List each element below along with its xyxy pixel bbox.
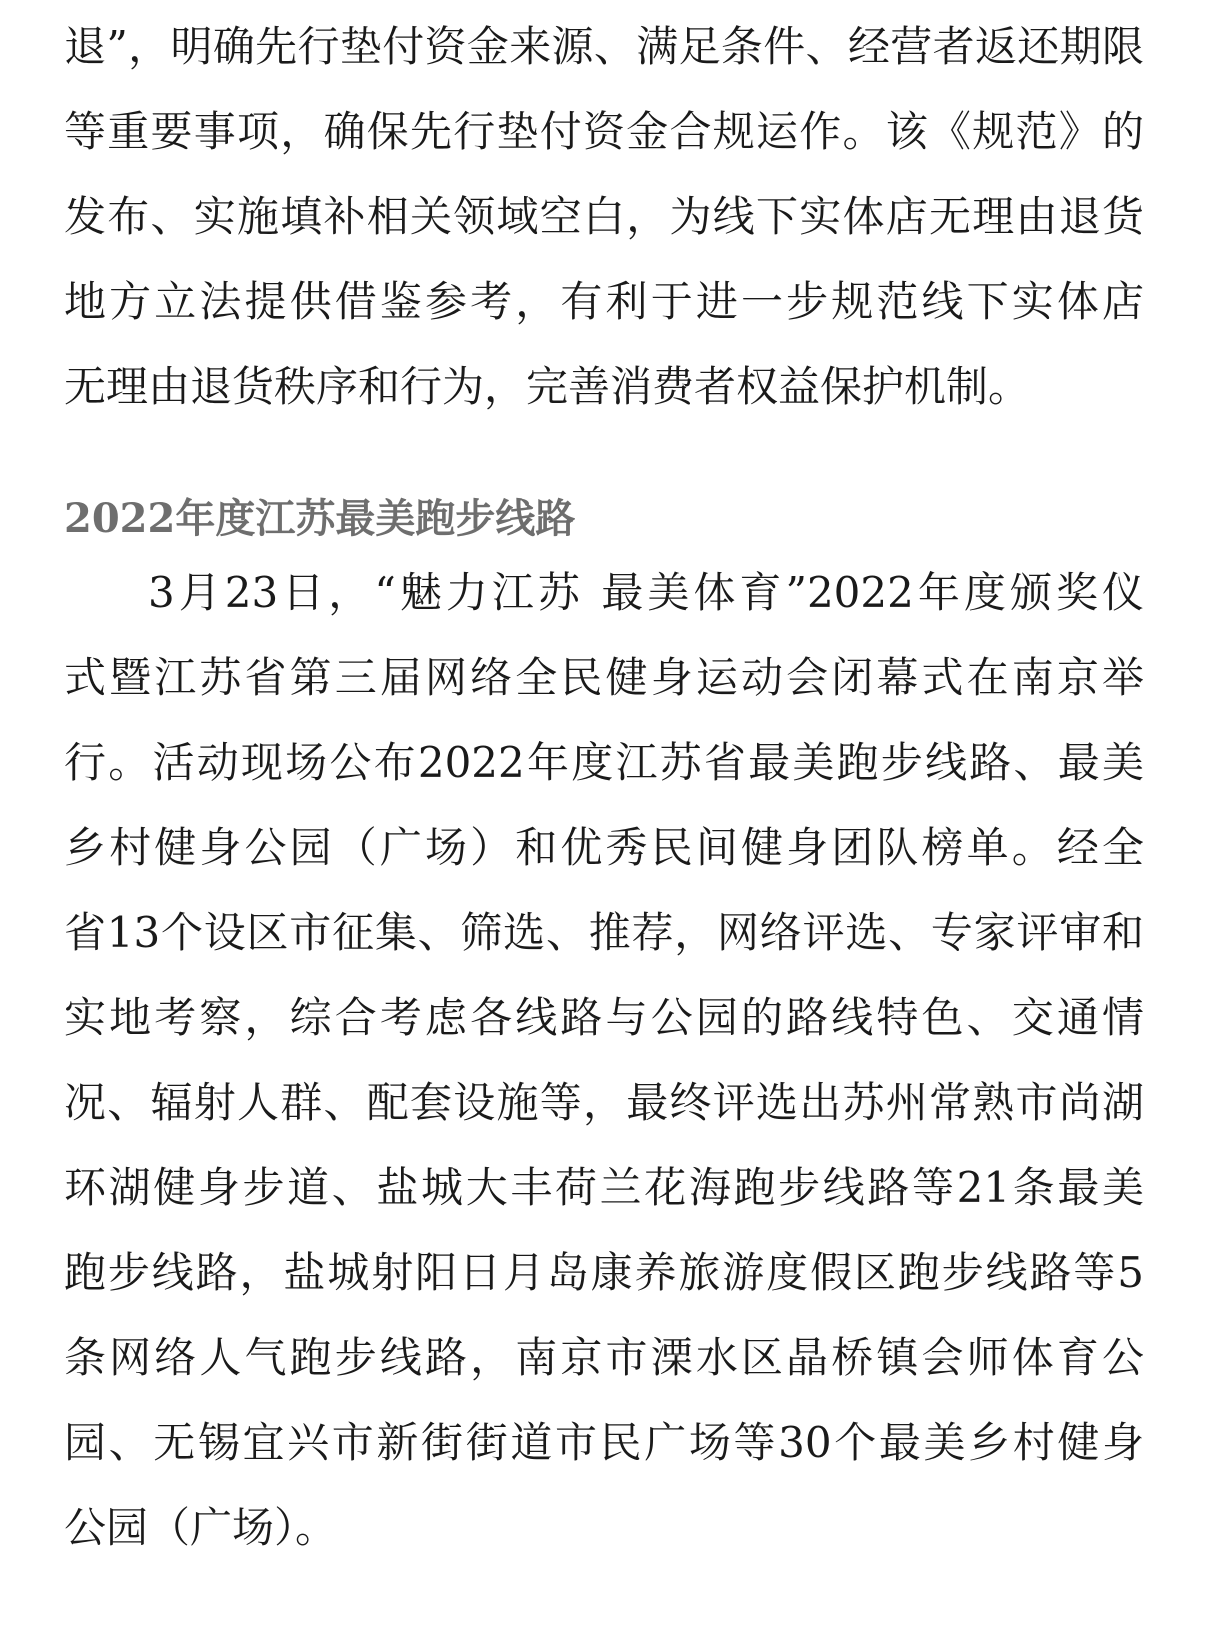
- paragraph-line: 跑步线路，盐城射阳日月岛康养旅游度假区跑步线路等5: [64, 1248, 1144, 1297]
- paragraph-line: 地方立法提供借鉴参考，有利于进一步规范线下实体店: [64, 277, 1144, 326]
- paragraph-line: 等重要事项，确保先行垫付资金合规运作。该《规范》的: [64, 107, 1144, 156]
- paragraph-line: 省13个设区市征集、筛选、推荐，网络评选、专家评审和: [64, 908, 1144, 957]
- paragraph-line: 园、无锡宜兴市新街街道市民广场等30个最美乡村健身: [64, 1418, 1144, 1467]
- paragraph-line: 式暨江苏省第三届网络全民健身运动会闭幕式在南京举: [64, 653, 1144, 702]
- paragraph-line: 3月23日，“魅力江苏 最美体育”2022年度颁奖仪: [148, 568, 1144, 617]
- paragraph-line: 实地考察，综合考虑各线路与公园的路线特色、交通情: [64, 993, 1144, 1042]
- paragraph-line: 公园（广场）。: [64, 1503, 338, 1552]
- paragraph-line: 无理由退货秩序和行为，完善消费者权益保护机制。: [64, 362, 1031, 411]
- paragraph-line: 行。活动现场公布2022年度江苏省最美跑步线路、最美: [64, 738, 1144, 787]
- paragraph-line: 发布、实施填补相关领域空白，为线下实体店无理由退货: [64, 192, 1144, 241]
- paragraph-line: 环湖健身步道、盐城大丰荷兰花海跑步线路等21条最美: [64, 1163, 1144, 1212]
- paragraph-line: 乡村健身公园（广场）和优秀民间健身团队榜单。经全: [64, 823, 1144, 872]
- section-heading: 2022年度江苏最美跑步线路: [64, 495, 576, 542]
- paragraph-line: 退”，明确先行垫付资金来源、满足条件、经营者返还期限: [64, 22, 1144, 71]
- paragraph-line: 况、辐射人群、配套设施等，最终评选出苏州常熟市尚湖: [64, 1078, 1144, 1127]
- paragraph-line: 条网络人气跑步线路，南京市溧水区晶桥镇会师体育公: [64, 1333, 1144, 1382]
